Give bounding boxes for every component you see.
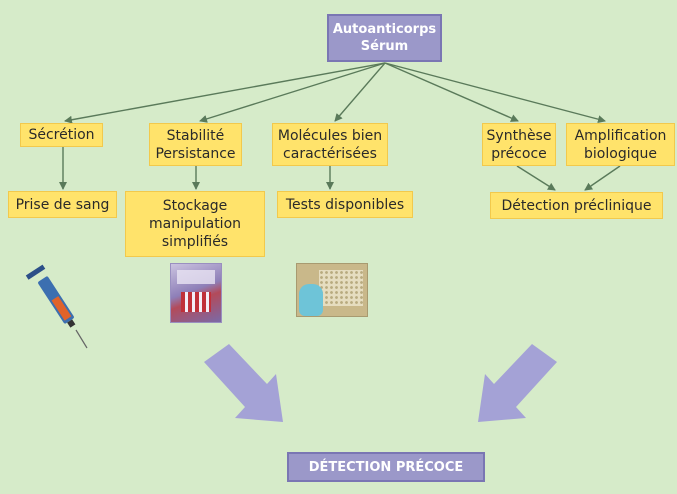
node-detection-preclinique: Détection préclinique bbox=[490, 192, 663, 219]
sample-box-image bbox=[170, 263, 222, 323]
gloved-hand-plate-image bbox=[296, 263, 368, 317]
node-synthese-precoce: Synthèse précoce bbox=[482, 123, 556, 166]
arrow-synthese-detection bbox=[517, 166, 555, 190]
syringe-needle bbox=[76, 330, 87, 348]
node-prise-de-sang: Prise de sang bbox=[8, 191, 117, 218]
node-tests-disponibles: Tests disponibles bbox=[277, 191, 413, 218]
syringe-plunger bbox=[26, 265, 45, 280]
gloved-hand bbox=[299, 284, 323, 316]
sample-tubes bbox=[181, 292, 211, 312]
root-connectors bbox=[65, 63, 605, 121]
arrow-root-synthese bbox=[385, 63, 518, 121]
node-amplification-biologique: Amplification biologique bbox=[566, 123, 675, 166]
node-secretion: Sécrétion bbox=[20, 123, 103, 147]
node-molecules-caracterisees: Molécules bien caractérisées bbox=[272, 123, 388, 166]
root-node-autoanticorps: Autoanticorps Sérum bbox=[327, 14, 442, 62]
big-arrow-right bbox=[478, 344, 557, 422]
arrow-root-molecules bbox=[335, 63, 385, 121]
node-stockage-manipulation: Stockage manipulation simplifiés bbox=[125, 191, 265, 257]
sample-box-lid bbox=[177, 270, 215, 284]
arrow-root-secretion bbox=[65, 63, 385, 121]
well-plate bbox=[319, 270, 363, 306]
syringe-image bbox=[26, 265, 87, 348]
node-stabilite-persistance: Stabilité Persistance bbox=[149, 123, 242, 166]
big-arrow-left bbox=[204, 344, 283, 422]
arrow-root-amplification bbox=[385, 63, 605, 121]
arrow-amplification-detection bbox=[585, 166, 620, 190]
node-detection-precoce: DÉTECTION PRÉCOCE bbox=[287, 452, 485, 482]
